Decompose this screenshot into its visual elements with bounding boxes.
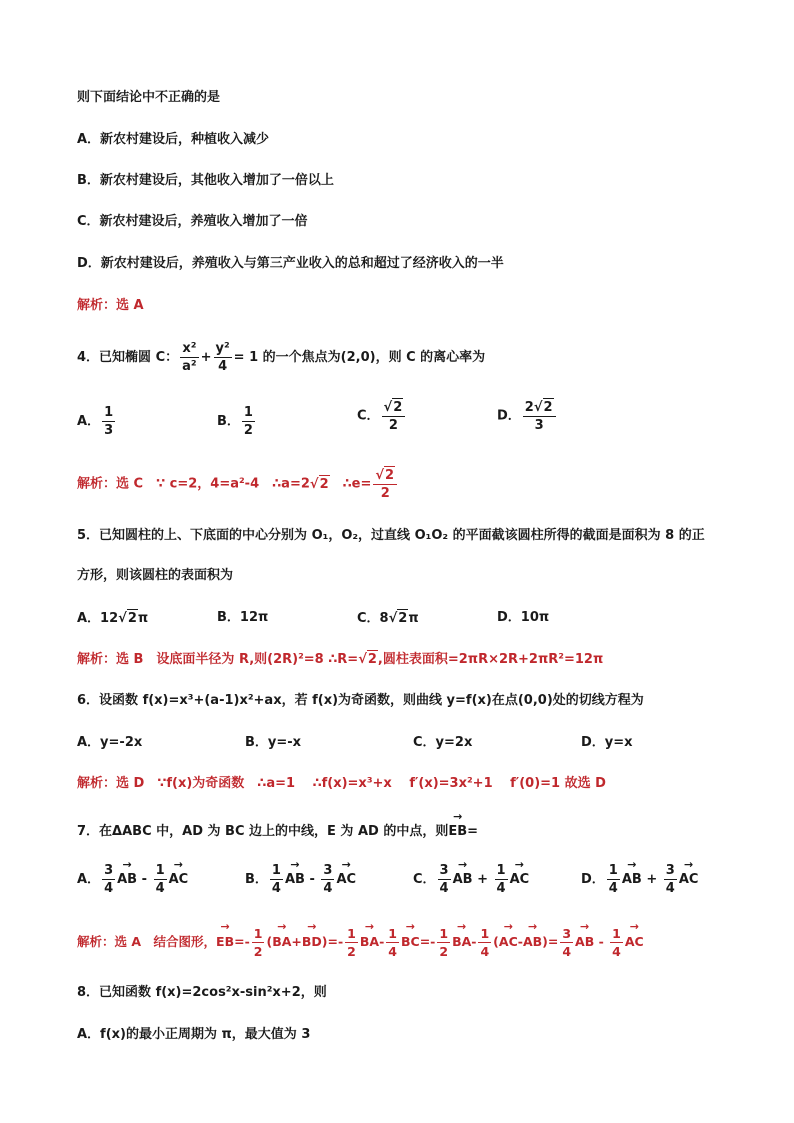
q4-option-a: A． $\frac{1}{3}$ [77, 405, 114, 438]
q3-option-c: C．新农村建设后，养殖收入增加了一倍 [77, 214, 308, 229]
q6-option-d: D．y=x [581, 735, 633, 750]
q4-option-b: B． $\frac{1}{2}$ [217, 405, 253, 438]
q4-frac-x: $\frac{\text{x²}}{\text{a²}}$ [182, 341, 197, 374]
q8-option-a: A．f(x)的最小正周期为 π，最大值为 3 [77, 1027, 311, 1042]
q6-option-b: B．y=-x [245, 735, 302, 750]
q3-stem: 则下面结论中不正确的是 [77, 90, 221, 105]
q5-option-b: B．12π [217, 610, 269, 625]
q5-option-d: D．10π [497, 610, 550, 625]
q5-option-c: C．8√2π [357, 611, 419, 626]
q3-option-a: A．新农村建设后，种植收入减少 [77, 132, 270, 147]
q7-option-a: A． $\frac{3}{4}$ → AB - $\frac{1}{4}$ → AC [77, 862, 188, 897]
q3-option-d: D．新农村建设后，养殖收入与第三产业收入的总和超过了经济收入的一半 [77, 256, 504, 271]
q6-answer: 解析：选 D ∵f(x)为奇函数 ∴a=1 ∴f(x)=x³+x f′(x)=3x²+1 f′(0)=1 故选 D [77, 776, 606, 791]
q4-stem-pre: 4．已知椭圆 C： [77, 350, 179, 365]
q6-option-a: A．y=-2x [77, 735, 143, 750]
q3-option-b: B．新农村建设后，其他收入增加了一倍以上 [77, 173, 334, 188]
q4-stem: 4．已知椭圆 C： $\frac{\text{x²}}{\text{a²}}$ + $\frac{\text{y²}}{4}$ = 1 的一个焦点为(2,0)，则 C 的离心率为 [77, 341, 486, 374]
q4-option-c: C． $\frac{√2}{2}$ [357, 398, 407, 434]
q7-option-c: C． $\frac{3}{4}$ → AB + $\frac{1}{4}$ → AC [413, 862, 529, 897]
q3-answer: 解析：选 A [77, 298, 144, 313]
q4-stem-mid: = 1 的一个焦点为(2,0)，则 C 的离心率为 [233, 350, 486, 365]
q6-stem: 6．设函数 f(x)=x³+(a-1)x²+ax，若 f(x)为奇函数，则曲线 y=f(x)在点(0,0)处的切线方程为 [77, 693, 644, 708]
q5-answer: 解析：选 B 设底面半径为 R,则(2R)²=8 ∴R=√2,圆柱表面积=2πR×2R+2πR²=12π [77, 652, 604, 667]
q4-frac-y: $\frac{\text{y²}}{4}$ [215, 341, 230, 374]
q7-option-b: B． $\frac{1}{4}$ → AB - $\frac{3}{4}$ → AC [245, 862, 356, 897]
q8-stem: 8．已知函数 f(x)=2cos²x-sin²x+2，则 [77, 985, 327, 1000]
q5-option-a: A．12√2π [77, 611, 149, 626]
q7-answer: 解析：选 A 结合图形，→ EB=- $\frac{1}{2}$ (→ BA+→ BD)=- $\frac{1}{2}$ → BA- $\frac{1}{4}$ → BC=- $\frac{1}{2}$ → BA- $\frac{1}{4}$ (→ AC-→ AB)= $\frac{3}{4}$ → AB - $\frac{1}{4}$ → AC [77, 925, 644, 960]
q5-stem-line1: 5．已知圆柱的上、下底面的中心分别为 O₁，O₂，过直线 O₁O₂ 的平面截该圆柱所得的截面是面积为 8 的正 [77, 528, 705, 543]
q6-option-c: C．y=2x [413, 735, 473, 750]
q7-stem: 7．在ΔABC 中，AD 为 BC 边上的中线，E 为 AD 的中点，则→ EB= [77, 817, 478, 841]
q7-option-d: D． $\frac{1}{4}$ → AB + $\frac{3}{4}$ → AC [581, 862, 698, 897]
q4-answer: 解析：选 C ∵ c=2，4=a²-4 ∴a=2√2 ∴e= $\frac{√2}{2}$ [77, 466, 399, 502]
q4-option-d: D． $\frac{2√2}{3}$ [497, 398, 558, 434]
q5-stem-line2: 方形，则该圆柱的表面积为 [77, 568, 234, 583]
vector-eb: → EB [448, 817, 467, 841]
